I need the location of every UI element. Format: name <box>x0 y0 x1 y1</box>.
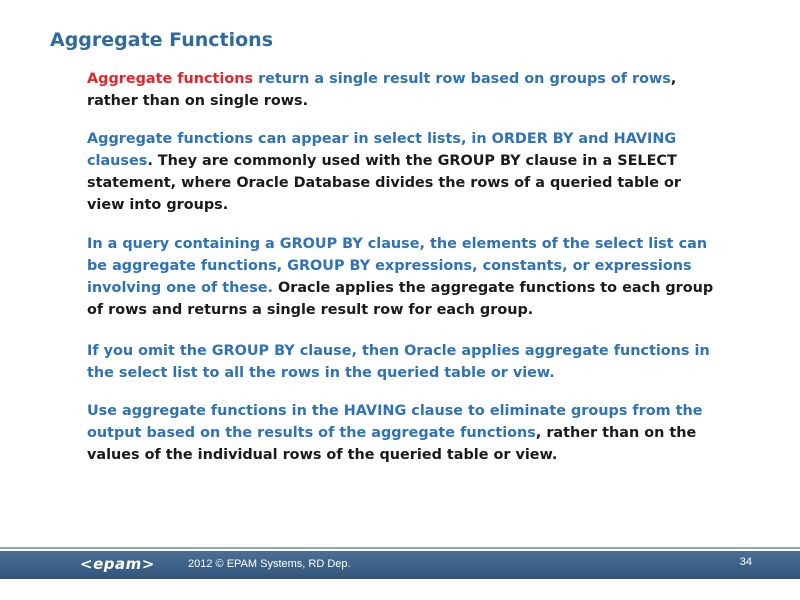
epam-logo: <epam> <box>80 555 155 573</box>
paragraph-1 <box>87 68 717 112</box>
paragraph-5-dark-text: , rather than on the values of the individual rows of the queried table or view. <box>87 425 697 463</box>
paragraph-3-dark-text: Oracle applies the aggregate functions to each group of rows and returns a single result row for each group. <box>87 280 714 318</box>
paragraph-3 <box>87 233 717 321</box>
paragraph-4 <box>87 340 717 384</box>
footer-copyright: 2012 © EPAM Systems, RD Dep. <box>188 558 351 570</box>
paragraph-2-dark-text: . They are commonly used with the GROUP BY clause in a SELECT statement, where Oracle Database divides the rows of a queried table or view into groups. <box>87 153 681 213</box>
paragraph-2 <box>87 128 717 216</box>
paragraph-1-red-term: Aggregate functions <box>87 71 254 87</box>
slide-body <box>87 68 717 480</box>
paragraph-2-blue-text: Aggregate functions can appear in select lists, in ORDER BY and HAVING clauses <box>87 131 677 169</box>
paragraph-1-blue-text: return a single result row based on groups of rows <box>253 71 671 87</box>
slide-footer <box>0 551 800 579</box>
paragraph-1-dark-text: , rather than on single rows. <box>87 71 677 109</box>
paragraph-4-blue-text: If you omit the GROUP BY clause, then Oracle applies aggregate functions in the select list to all the rows in the queried table or view. <box>87 343 710 381</box>
slide-title: Aggregate Functions <box>50 29 273 51</box>
paragraph-5-blue-text: Use aggregate functions in the HAVING clause to eliminate groups from the output based on the results of the aggregate functions <box>87 403 703 441</box>
paragraph-5 <box>87 400 717 466</box>
footer-divider <box>0 547 800 549</box>
paragraph-3-blue-text: In a query containing a GROUP BY clause, the elements of the select list can be aggregate functions, GROUP BY expressions, constants, or expressions involving one of these. <box>87 236 708 296</box>
page-number: 34 <box>739 556 752 568</box>
